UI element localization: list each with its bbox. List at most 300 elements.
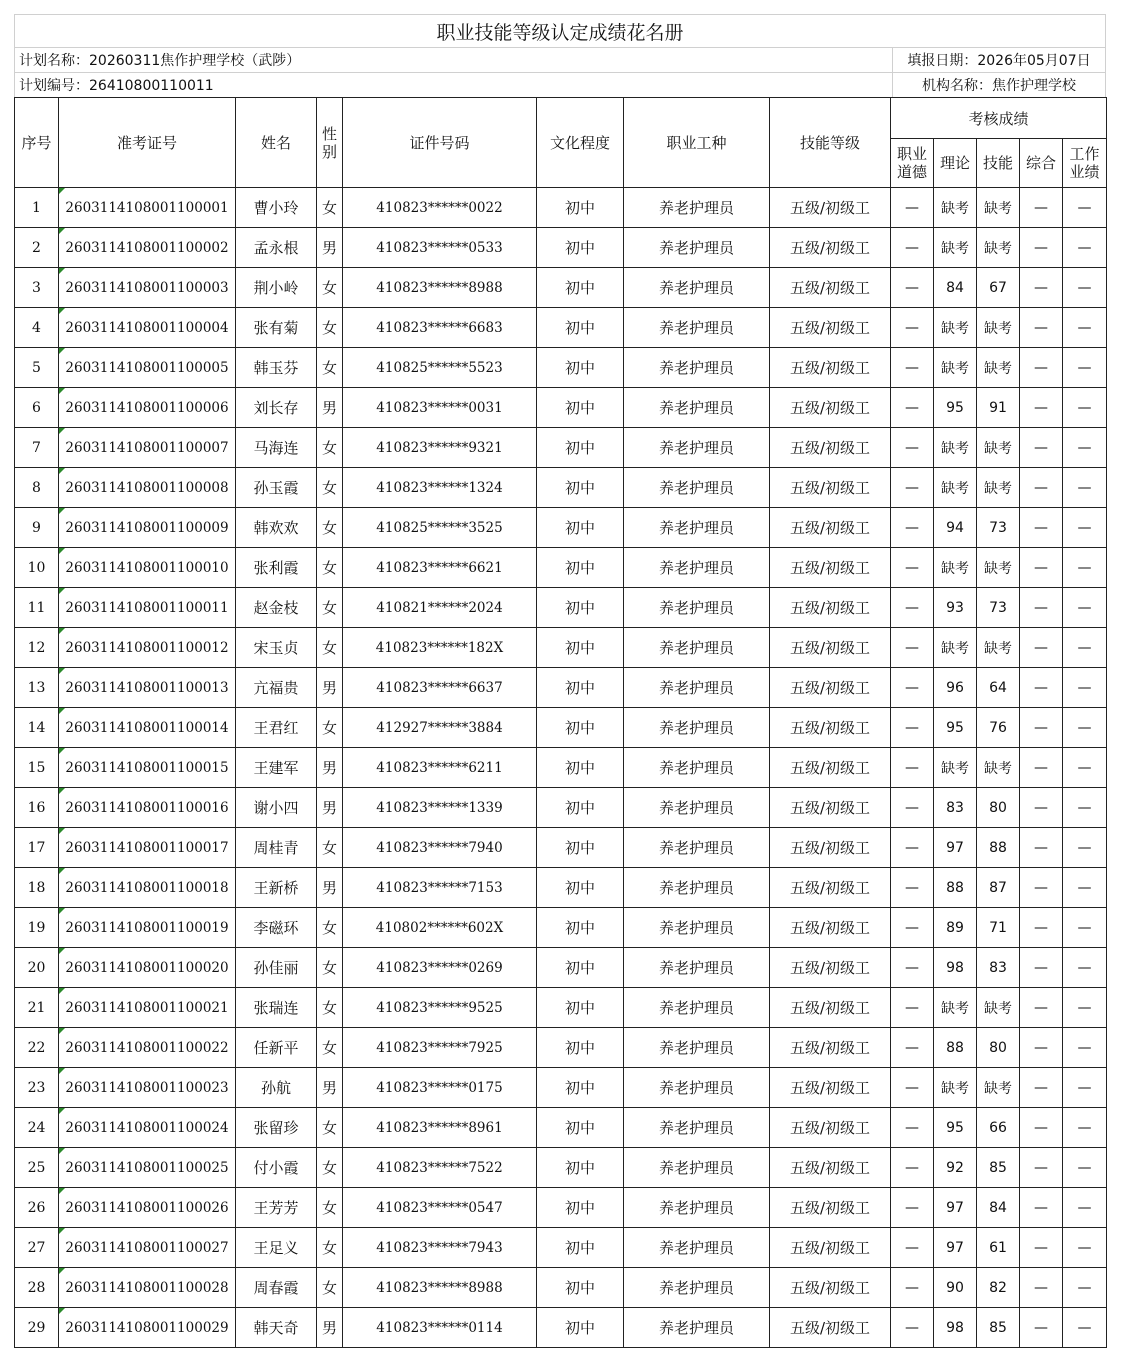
row-score-ethics: — — [891, 628, 934, 668]
row-score-performance: — — [1063, 988, 1107, 1028]
table-row — [15, 1228, 1107, 1268]
row-score-theory: 缺考 — [934, 1068, 977, 1108]
row-score-theory: 缺考 — [934, 228, 977, 268]
row-id-number: 410823******6683 — [343, 308, 537, 348]
row-id-number: 410823******182X — [343, 628, 537, 668]
row-score-skill: 缺考 — [977, 348, 1020, 388]
row-score-performance: — — [1063, 1268, 1107, 1308]
col-header-idno: 证件号码 — [343, 98, 537, 188]
row-score-theory: 98 — [934, 1308, 977, 1348]
row-skill-level: 五级/初级工 — [770, 868, 891, 908]
row-gender: 女 — [317, 308, 343, 348]
row-occupation: 养老护理员 — [624, 588, 770, 628]
row-score-theory: 97 — [934, 1228, 977, 1268]
row-skill-level: 五级/初级工 — [770, 628, 891, 668]
row-score-skill: 76 — [977, 708, 1020, 748]
row-score-skill: 缺考 — [977, 988, 1020, 1028]
row-score-performance: — — [1063, 468, 1107, 508]
table-row — [15, 268, 1107, 308]
row-id-number: 410823******6621 — [343, 548, 537, 588]
row-score-performance: — — [1063, 1228, 1107, 1268]
row-score-theory: 缺考 — [934, 468, 977, 508]
row-gender: 男 — [317, 868, 343, 908]
row-ticket-number: 2603114108001100004 — [59, 308, 236, 348]
row-name: 王足义 — [236, 1228, 317, 1268]
row-score-skill: 缺考 — [977, 308, 1020, 348]
row-id-number: 410823******0114 — [343, 1308, 537, 1348]
row-score-performance: — — [1063, 348, 1107, 388]
table-row — [15, 988, 1107, 1028]
row-skill-level: 五级/初级工 — [770, 548, 891, 588]
row-gender: 女 — [317, 908, 343, 948]
col-header-name: 姓名 — [236, 98, 317, 188]
row-education: 初中 — [537, 948, 624, 988]
row-score-ethics: — — [891, 388, 934, 428]
row-gender: 女 — [317, 188, 343, 228]
row-score-theory: 97 — [934, 1188, 977, 1228]
row-score-ethics: — — [891, 308, 934, 348]
col-header-occupation: 职业工种 — [624, 98, 770, 188]
row-score-performance: — — [1063, 628, 1107, 668]
row-skill-level: 五级/初级工 — [770, 948, 891, 988]
row-gender: 女 — [317, 1188, 343, 1228]
row-occupation: 养老护理员 — [624, 388, 770, 428]
row-ticket-number: 2603114108001100006 — [59, 388, 236, 428]
row-score-performance: — — [1063, 308, 1107, 348]
row-name: 韩天奇 — [236, 1308, 317, 1348]
row-score-performance: — — [1063, 708, 1107, 748]
row-name: 孙佳丽 — [236, 948, 317, 988]
table-row — [15, 508, 1107, 548]
row-score-ethics: — — [891, 348, 934, 388]
table-row — [15, 708, 1107, 748]
row-score-ethics: — — [891, 268, 934, 308]
row-score-performance: — — [1063, 1308, 1107, 1348]
table-row — [15, 428, 1107, 468]
row-education: 初中 — [537, 268, 624, 308]
table-row — [15, 348, 1107, 388]
plan-no-label: 计划编号： — [19, 78, 89, 94]
row-score-theory: 缺考 — [934, 628, 977, 668]
row-id-number: 410823******0533 — [343, 228, 537, 268]
row-gender: 男 — [317, 388, 343, 428]
row-name: 张留珍 — [236, 1108, 317, 1148]
table-row — [15, 788, 1107, 828]
row-score-ethics: — — [891, 468, 934, 508]
row-ticket-number: 2603114108001100009 — [59, 508, 236, 548]
row-name: 孙玉霞 — [236, 468, 317, 508]
row-gender: 女 — [317, 468, 343, 508]
row-score-performance: — — [1063, 1108, 1107, 1148]
row-score-theory: 95 — [934, 708, 977, 748]
row-score-ethics: — — [891, 1228, 934, 1268]
row-score-overall: — — [1020, 388, 1063, 428]
row-ticket-number: 2603114108001100024 — [59, 1108, 236, 1148]
table-row — [15, 1028, 1107, 1068]
row-score-overall: — — [1020, 628, 1063, 668]
row-score-skill: 缺考 — [977, 428, 1020, 468]
row-score-ethics: — — [891, 1188, 934, 1228]
row-skill-level: 五级/初级工 — [770, 1188, 891, 1228]
row-name: 孟永根 — [236, 228, 317, 268]
row-occupation: 养老护理员 — [624, 788, 770, 828]
row-score-performance: — — [1063, 1188, 1107, 1228]
row-score-ethics: — — [891, 868, 934, 908]
row-skill-level: 五级/初级工 — [770, 668, 891, 708]
row-seq: 15 — [15, 748, 59, 788]
row-education: 初中 — [537, 708, 624, 748]
row-gender: 女 — [317, 988, 343, 1028]
row-education: 初中 — [537, 308, 624, 348]
row-ticket-number: 2603114108001100029 — [59, 1308, 236, 1348]
row-score-theory: 83 — [934, 788, 977, 828]
col-header-scores: 考核成绩 — [891, 98, 1107, 139]
row-score-ethics: — — [891, 1308, 934, 1348]
row-score-skill: 84 — [977, 1188, 1020, 1228]
row-score-skill: 83 — [977, 948, 1020, 988]
row-name: 宋玉贞 — [236, 628, 317, 668]
row-education: 初中 — [537, 748, 624, 788]
table-row — [15, 1188, 1107, 1228]
row-score-overall: — — [1020, 588, 1063, 628]
row-skill-level: 五级/初级工 — [770, 1028, 891, 1068]
row-score-overall: — — [1020, 188, 1063, 228]
row-gender: 女 — [317, 548, 343, 588]
row-skill-level: 五级/初级工 — [770, 308, 891, 348]
row-seq: 26 — [15, 1188, 59, 1228]
row-gender: 男 — [317, 228, 343, 268]
row-ticket-number: 2603114108001100017 — [59, 828, 236, 868]
row-ticket-number: 2603114108001100018 — [59, 868, 236, 908]
row-score-skill: 80 — [977, 788, 1020, 828]
table-row — [15, 548, 1107, 588]
row-ticket-number: 2603114108001100002 — [59, 228, 236, 268]
row-id-number: 410823******0175 — [343, 1068, 537, 1108]
row-seq: 21 — [15, 988, 59, 1028]
row-seq: 3 — [15, 268, 59, 308]
plan-no-field — [15, 75, 214, 95]
row-education: 初中 — [537, 668, 624, 708]
row-score-skill: 88 — [977, 828, 1020, 868]
row-gender: 女 — [317, 1268, 343, 1308]
row-education: 初中 — [537, 788, 624, 828]
row-skill-level: 五级/初级工 — [770, 228, 891, 268]
row-id-number: 412927******3884 — [343, 708, 537, 748]
row-occupation: 养老护理员 — [624, 708, 770, 748]
row-score-ethics: — — [891, 228, 934, 268]
row-score-skill: 缺考 — [977, 1068, 1020, 1108]
row-seq: 20 — [15, 948, 59, 988]
row-education: 初中 — [537, 1068, 624, 1108]
row-score-performance: — — [1063, 508, 1107, 548]
row-ticket-number: 2603114108001100013 — [59, 668, 236, 708]
row-gender: 女 — [317, 828, 343, 868]
row-seq: 23 — [15, 1068, 59, 1108]
org-name-field — [892, 73, 1105, 97]
row-occupation: 养老护理员 — [624, 508, 770, 548]
row-ticket-number: 2603114108001100027 — [59, 1228, 236, 1268]
row-id-number: 410823******6211 — [343, 748, 537, 788]
row-score-overall: — — [1020, 668, 1063, 708]
row-ticket-number: 2603114108001100011 — [59, 588, 236, 628]
row-seq: 24 — [15, 1108, 59, 1148]
header-row-primary — [15, 98, 1107, 139]
row-education: 初中 — [537, 628, 624, 668]
row-score-ethics: — — [891, 908, 934, 948]
row-score-theory: 89 — [934, 908, 977, 948]
row-gender: 女 — [317, 708, 343, 748]
row-skill-level: 五级/初级工 — [770, 1148, 891, 1188]
row-ticket-number: 2603114108001100021 — [59, 988, 236, 1028]
row-score-performance: — — [1063, 228, 1107, 268]
row-score-skill: 缺考 — [977, 188, 1020, 228]
row-seq: 9 — [15, 508, 59, 548]
row-score-performance: — — [1063, 828, 1107, 868]
row-score-theory: 90 — [934, 1268, 977, 1308]
row-skill-level: 五级/初级工 — [770, 468, 891, 508]
row-education: 初中 — [537, 468, 624, 508]
col-header-overall: 综合 — [1020, 139, 1063, 188]
col-header-ticket: 准考证号 — [59, 98, 236, 188]
row-education: 初中 — [537, 588, 624, 628]
row-seq: 2 — [15, 228, 59, 268]
row-score-overall: — — [1020, 228, 1063, 268]
row-occupation: 养老护理员 — [624, 548, 770, 588]
table-row — [15, 828, 1107, 868]
row-score-overall: — — [1020, 508, 1063, 548]
row-id-number: 410823******9525 — [343, 988, 537, 1028]
row-id-number: 410825******3525 — [343, 508, 537, 548]
row-gender: 男 — [317, 748, 343, 788]
row-gender: 女 — [317, 948, 343, 988]
row-occupation: 养老护理员 — [624, 748, 770, 788]
row-name: 马海连 — [236, 428, 317, 468]
row-ticket-number: 2603114108001100016 — [59, 788, 236, 828]
plan-name-label: 计划名称： — [19, 53, 89, 69]
row-score-performance: — — [1063, 948, 1107, 988]
table-row — [15, 1308, 1107, 1348]
row-gender: 女 — [317, 588, 343, 628]
row-skill-level: 五级/初级工 — [770, 988, 891, 1028]
table-row — [15, 588, 1107, 628]
row-seq: 13 — [15, 668, 59, 708]
row-seq: 4 — [15, 308, 59, 348]
fill-date-label: 填报日期： — [907, 53, 978, 69]
row-skill-level: 五级/初级工 — [770, 1228, 891, 1268]
row-score-ethics: — — [891, 748, 934, 788]
row-ticket-number: 2603114108001100026 — [59, 1188, 236, 1228]
row-id-number: 410823******0269 — [343, 948, 537, 988]
row-ticket-number: 2603114108001100015 — [59, 748, 236, 788]
row-seq: 14 — [15, 708, 59, 748]
row-score-ethics: — — [891, 428, 934, 468]
plan-no-value: 26410800110011 — [89, 78, 214, 94]
row-skill-level: 五级/初级工 — [770, 188, 891, 228]
row-ticket-number: 2603114108001100023 — [59, 1068, 236, 1108]
row-skill-level: 五级/初级工 — [770, 1108, 891, 1148]
row-score-performance: — — [1063, 388, 1107, 428]
row-id-number: 410823******8988 — [343, 268, 537, 308]
row-education: 初中 — [537, 1228, 624, 1268]
table-row — [15, 908, 1107, 948]
row-seq: 12 — [15, 628, 59, 668]
row-gender: 女 — [317, 508, 343, 548]
row-score-overall: — — [1020, 268, 1063, 308]
row-education: 初中 — [537, 388, 624, 428]
row-id-number: 410802******602X — [343, 908, 537, 948]
row-score-theory: 95 — [934, 388, 977, 428]
row-gender: 女 — [317, 428, 343, 468]
row-score-overall: — — [1020, 748, 1063, 788]
row-score-theory: 84 — [934, 268, 977, 308]
roster-sheet — [14, 14, 1106, 1348]
row-name: 孙航 — [236, 1068, 317, 1108]
row-seq: 5 — [15, 348, 59, 388]
row-score-theory: 缺考 — [934, 188, 977, 228]
row-gender: 女 — [317, 1148, 343, 1188]
row-score-theory: 88 — [934, 1028, 977, 1068]
row-ticket-number: 2603114108001100003 — [59, 268, 236, 308]
row-skill-level: 五级/初级工 — [770, 1268, 891, 1308]
row-occupation: 养老护理员 — [624, 948, 770, 988]
row-id-number: 410823******1339 — [343, 788, 537, 828]
row-score-overall: — — [1020, 908, 1063, 948]
row-score-performance: — — [1063, 908, 1107, 948]
row-score-theory: 缺考 — [934, 548, 977, 588]
row-occupation: 养老护理员 — [624, 1228, 770, 1268]
row-education: 初中 — [537, 188, 624, 228]
row-education: 初中 — [537, 548, 624, 588]
row-score-skill: 61 — [977, 1228, 1020, 1268]
row-occupation: 养老护理员 — [624, 428, 770, 468]
row-name: 亢福贵 — [236, 668, 317, 708]
table-row — [15, 1068, 1107, 1108]
row-gender: 男 — [317, 668, 343, 708]
row-skill-level: 五级/初级工 — [770, 908, 891, 948]
row-id-number: 410823******0031 — [343, 388, 537, 428]
row-seq: 16 — [15, 788, 59, 828]
row-occupation: 养老护理员 — [624, 348, 770, 388]
row-score-theory: 缺考 — [934, 308, 977, 348]
row-id-number: 410823******7925 — [343, 1028, 537, 1068]
row-skill-level: 五级/初级工 — [770, 748, 891, 788]
fill-date-value: 2026年05月07日 — [977, 53, 1091, 69]
row-score-skill: 85 — [977, 1308, 1020, 1348]
row-score-skill: 67 — [977, 268, 1020, 308]
row-score-theory: 88 — [934, 868, 977, 908]
row-score-performance: — — [1063, 748, 1107, 788]
row-occupation: 养老护理员 — [624, 1028, 770, 1068]
row-skill-level: 五级/初级工 — [770, 348, 891, 388]
row-education: 初中 — [537, 988, 624, 1028]
row-score-skill: 缺考 — [977, 628, 1020, 668]
row-score-ethics: — — [891, 1148, 934, 1188]
row-name: 张有菊 — [236, 308, 317, 348]
col-header-gender: 性别 — [317, 98, 343, 188]
plan-name-field — [15, 50, 300, 70]
row-name: 韩玉芬 — [236, 348, 317, 388]
row-score-overall: — — [1020, 308, 1063, 348]
row-occupation: 养老护理员 — [624, 988, 770, 1028]
row-score-performance: — — [1063, 668, 1107, 708]
row-score-overall: — — [1020, 828, 1063, 868]
row-gender: 女 — [317, 1108, 343, 1148]
row-score-ethics: — — [891, 188, 934, 228]
row-id-number: 410823******8988 — [343, 1268, 537, 1308]
row-name: 荆小岭 — [236, 268, 317, 308]
row-education: 初中 — [537, 1108, 624, 1148]
row-score-ethics: — — [891, 1068, 934, 1108]
row-education: 初中 — [537, 868, 624, 908]
row-education: 初中 — [537, 228, 624, 268]
row-id-number: 410823******8961 — [343, 1108, 537, 1148]
row-occupation: 养老护理员 — [624, 1308, 770, 1348]
plan-name-value: 20260311焦作护理学校（武陟） — [89, 53, 301, 69]
document-title: 职业技能等级认定成绩花名册 — [14, 14, 1106, 47]
col-header-ethics: 职业道德 — [891, 139, 934, 188]
row-ticket-number: 2603114108001100028 — [59, 1268, 236, 1308]
fill-date-field — [892, 48, 1105, 72]
row-score-skill: 87 — [977, 868, 1020, 908]
row-score-theory: 缺考 — [934, 348, 977, 388]
row-score-theory: 94 — [934, 508, 977, 548]
row-seq: 8 — [15, 468, 59, 508]
row-occupation: 养老护理员 — [624, 1268, 770, 1308]
row-seq: 22 — [15, 1028, 59, 1068]
row-name: 周春霞 — [236, 1268, 317, 1308]
row-score-overall: — — [1020, 548, 1063, 588]
row-ticket-number: 2603114108001100010 — [59, 548, 236, 588]
row-score-overall: — — [1020, 1068, 1063, 1108]
row-id-number: 410823******7522 — [343, 1148, 537, 1188]
row-seq: 6 — [15, 388, 59, 428]
row-name: 谢小四 — [236, 788, 317, 828]
row-occupation: 养老护理员 — [624, 828, 770, 868]
table-row — [15, 388, 1107, 428]
row-ticket-number: 2603114108001100014 — [59, 708, 236, 748]
row-score-skill: 73 — [977, 508, 1020, 548]
row-seq: 1 — [15, 188, 59, 228]
row-score-ethics: — — [891, 588, 934, 628]
row-name: 张瑞连 — [236, 988, 317, 1028]
table-row — [15, 308, 1107, 348]
org-name-label: 机构名称： — [922, 78, 992, 94]
row-score-performance: — — [1063, 868, 1107, 908]
row-id-number: 410823******1324 — [343, 468, 537, 508]
row-score-skill: 缺考 — [977, 228, 1020, 268]
row-education: 初中 — [537, 1268, 624, 1308]
row-education: 初中 — [537, 908, 624, 948]
row-education: 初中 — [537, 348, 624, 388]
row-occupation: 养老护理员 — [624, 668, 770, 708]
row-score-theory: 98 — [934, 948, 977, 988]
row-score-overall: — — [1020, 868, 1063, 908]
row-ticket-number: 2603114108001100008 — [59, 468, 236, 508]
row-education: 初中 — [537, 1028, 624, 1068]
row-score-performance: — — [1063, 428, 1107, 468]
col-header-education: 文化程度 — [537, 98, 624, 188]
row-id-number: 410821******2024 — [343, 588, 537, 628]
row-seq: 10 — [15, 548, 59, 588]
row-id-number: 410823******6637 — [343, 668, 537, 708]
row-score-skill: 缺考 — [977, 548, 1020, 588]
row-score-theory: 92 — [934, 1148, 977, 1188]
row-score-overall: — — [1020, 708, 1063, 748]
row-gender: 女 — [317, 348, 343, 388]
org-name-value: 焦作护理学校 — [992, 78, 1076, 94]
row-score-theory: 95 — [934, 1108, 977, 1148]
row-name: 王新桥 — [236, 868, 317, 908]
